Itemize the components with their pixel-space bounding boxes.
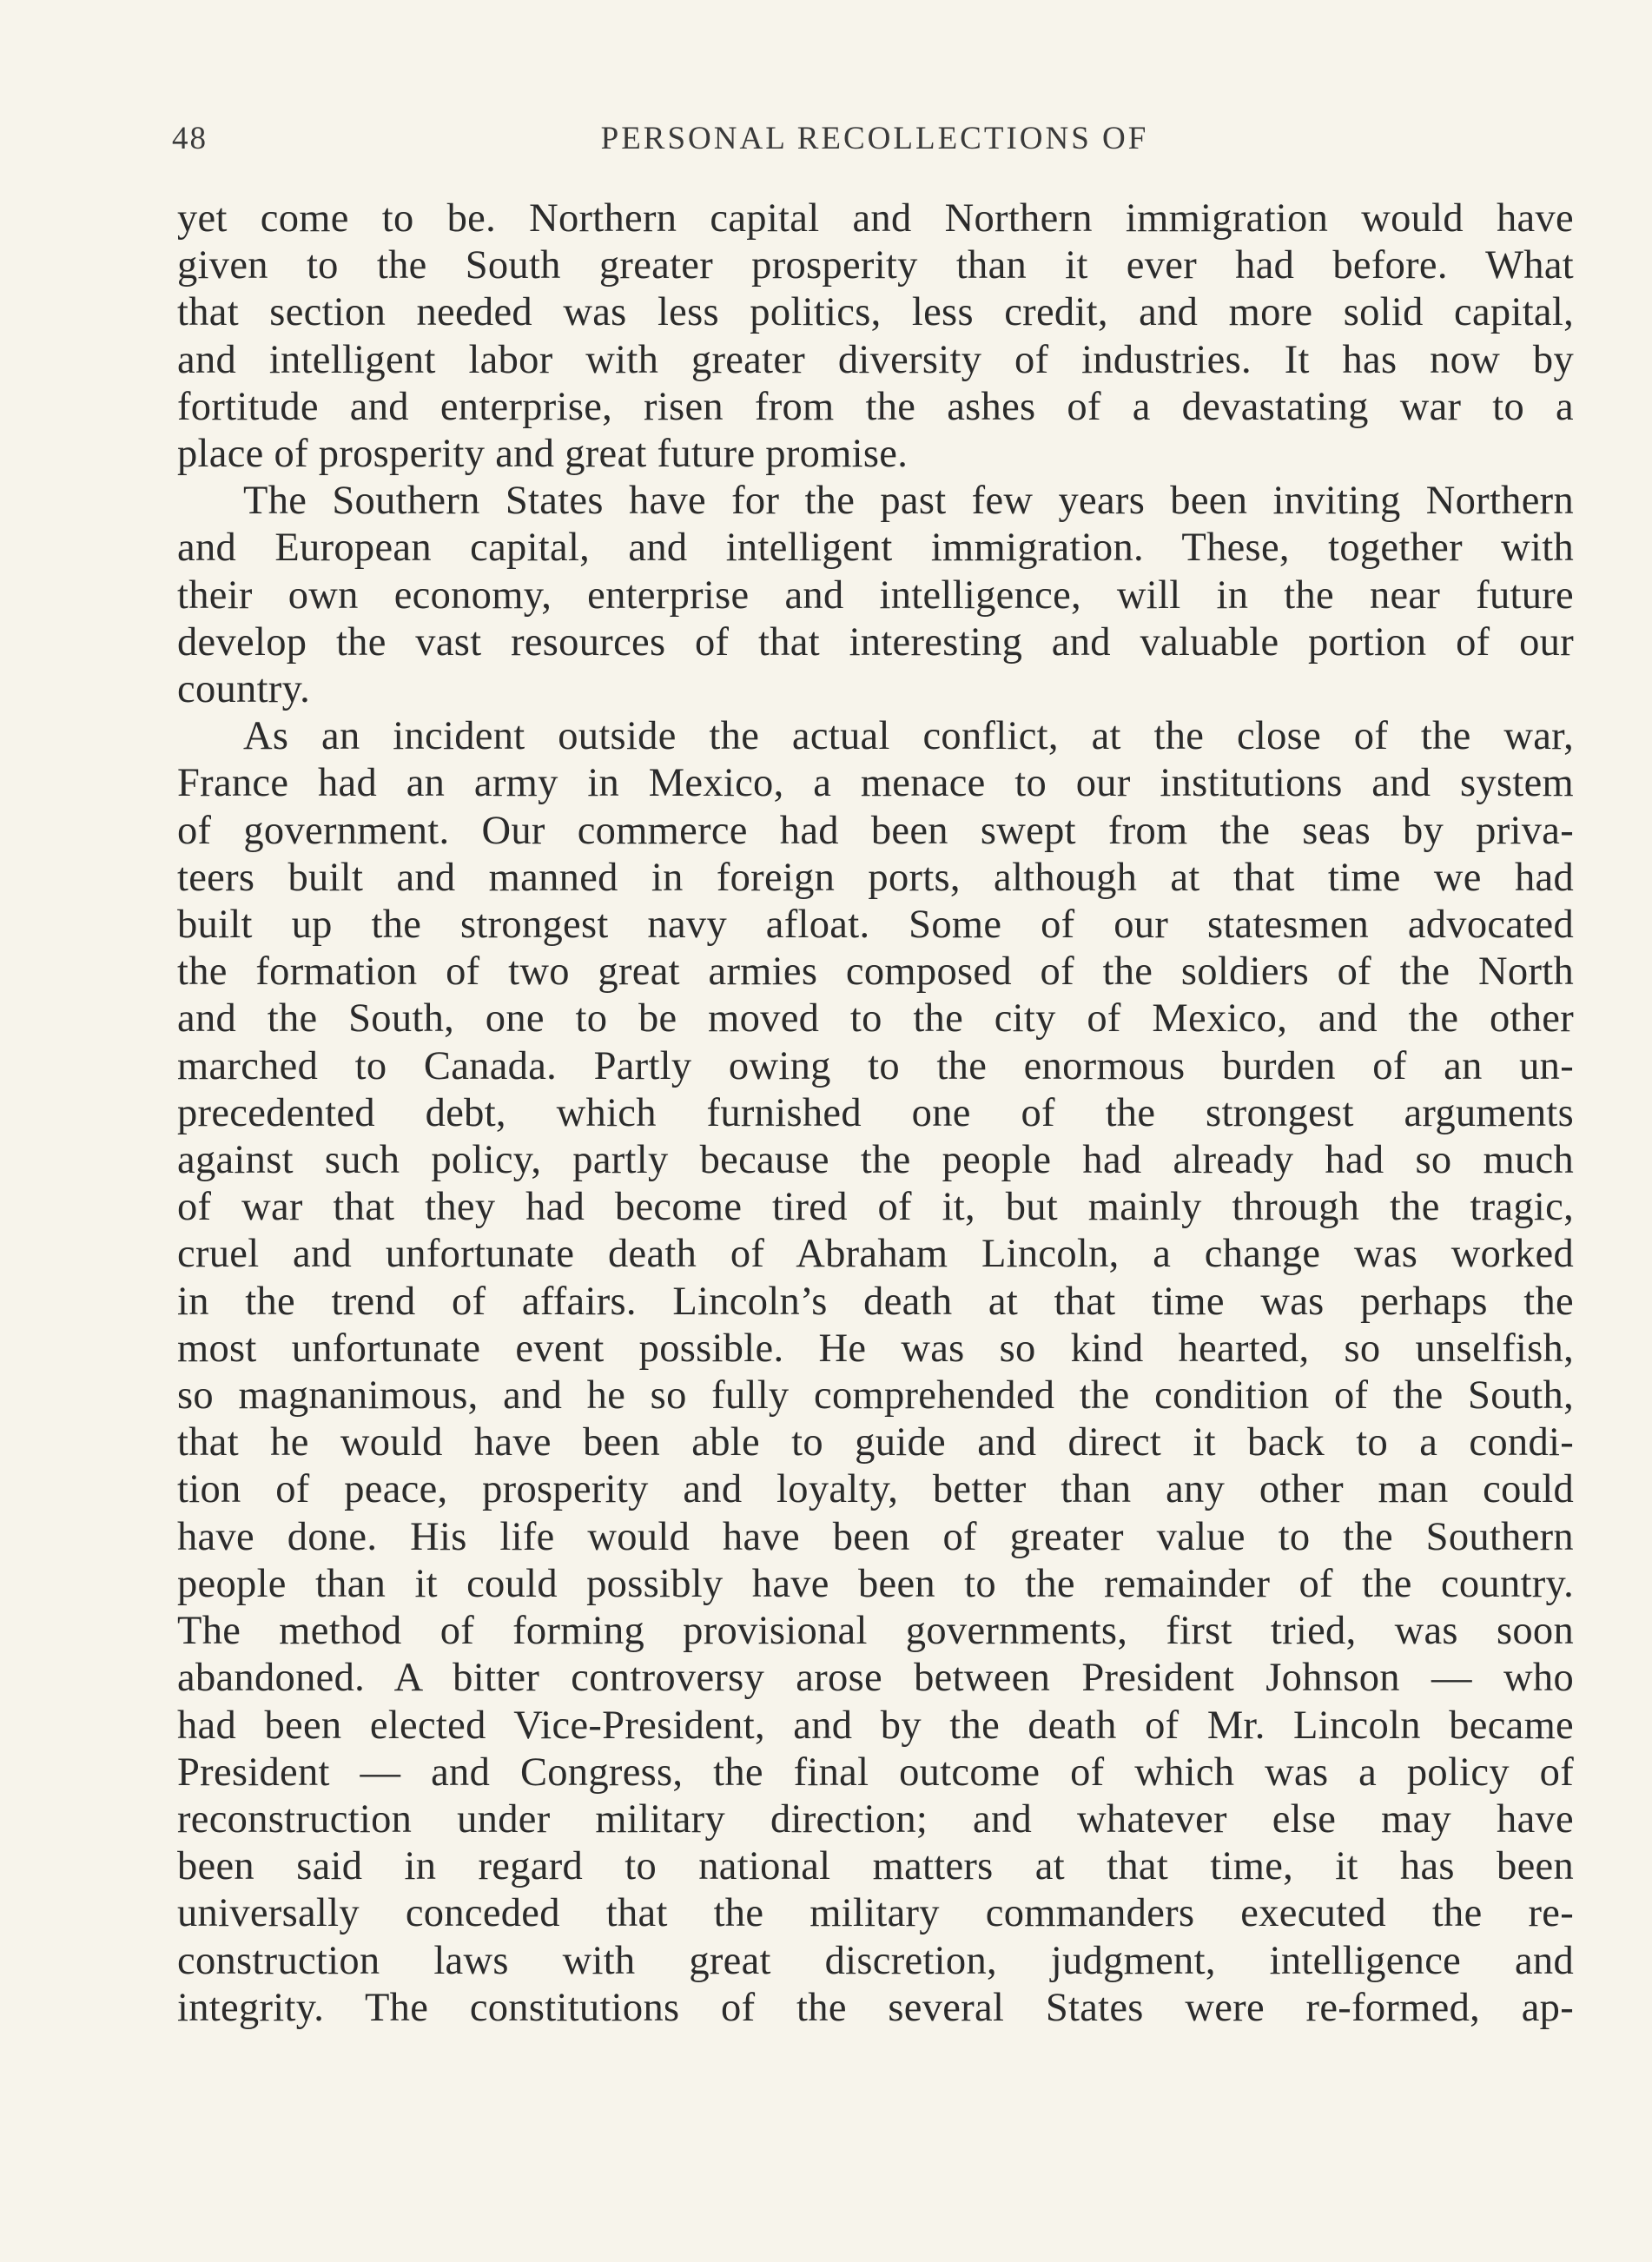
text-line: marched to Canada. Partly owing to the enormous burden of an un- — [177, 1043, 1574, 1088]
text-line: The method of forming provisional governments, first tried, was soon — [177, 1609, 1574, 1654]
text-line: integrity. The constitutions of the several States were re-formed, ap- — [177, 1985, 1574, 2030]
text-line: cruel and unfortunate death of Abraham Lincoln, a change was worked — [177, 1232, 1574, 1277]
page-number: 48 — [172, 121, 208, 156]
page-header — [172, 117, 1577, 161]
text-line: As an incident outside the actual conflict, at the close of the war, — [243, 714, 1574, 759]
text-line: The Southern States have for the past few years been inviting Northern — [243, 479, 1574, 524]
text-line: that he would have been able to guide and direct it back to a condi- — [177, 1420, 1574, 1465]
text-line: President — and Congress, the final outcome of which was a policy of — [177, 1749, 1574, 1795]
text-line: of government. Our commerce had been swept from the seas by priva- — [177, 808, 1574, 853]
text-line: given to the South greater prosperity than it ever had before. What — [177, 243, 1574, 288]
running-head: PERSONAL RECOLLECTIONS OF — [600, 121, 1149, 156]
text-line: develop the vast resources of that interesting and valuable portion of our — [177, 619, 1574, 665]
text-line: against such policy, partly because the people had already had so much — [177, 1138, 1574, 1183]
text-line: France had an army in Mexico, a menace to our institutions and system — [177, 761, 1574, 806]
text-line: so magnanimous, and he so fully comprehended the condition of the South, — [177, 1373, 1574, 1419]
text-line: their own economy, enterprise and intelligence, will in the near future — [177, 572, 1574, 618]
text-line: people than it could possibly have been to the remainder of the country. — [177, 1561, 1574, 1606]
text-line: the formation of two great armies composed of the soldiers of the North — [177, 949, 1574, 995]
text-line: and the South, one to be moved to the city of Mexico, and the other — [177, 996, 1574, 1042]
text-line: had been elected Vice-President, and by the death of Mr. Lincoln became — [177, 1703, 1574, 1748]
text-line: reconstruction under military direction; and whatever else may have — [177, 1796, 1574, 1842]
text-line: built up the strongest navy afloat. Some of our statesmen advocated — [177, 903, 1574, 948]
text-line: universally conceded that the military commanders executed the re- — [177, 1891, 1574, 1936]
text-line: been said in regard to national matters at that time, it has been — [177, 1844, 1574, 1889]
text-line: that section needed was less politics, less credit, and more solid capital, — [177, 290, 1574, 335]
text-line: tion of peace, prosperity and loyalty, better than any other man could — [177, 1467, 1574, 1512]
text-line: construction laws with great discretion, judgment, intelligence and — [177, 1938, 1574, 1983]
text-line: abandoned. A bitter controversy arose between President Johnson — who — [177, 1656, 1574, 1701]
text-line: have done. His life would have been of greater value to the Southern — [177, 1514, 1574, 1559]
text-line: fortitude and enterprise, risen from the ashes of a devastating war to a — [177, 384, 1574, 429]
text-line: country. — [177, 667, 311, 712]
text-line: yet come to be. Northern capital and Northern immigration would have — [177, 196, 1574, 241]
text-line: and European capital, and intelligent immigration. These, together with — [177, 526, 1574, 571]
text-line: in the trend of affairs. Lincoln’s death at that time was perhaps the — [177, 1279, 1574, 1324]
body-text — [177, 195, 1574, 2032]
text-line: teers built and manned in foreign ports, although at that time we had — [177, 855, 1574, 900]
text-line: and intelligent labor with greater diversity of industries. It has now by — [177, 337, 1574, 382]
text-line: precedented debt, which furnished one of the strongest arguments — [177, 1090, 1574, 1135]
text-line: most unfortunate event possible. He was so kind hearted, so unselfish, — [177, 1326, 1574, 1371]
text-line: of war that they had become tired of it, but mainly through the tragic, — [177, 1185, 1574, 1230]
text-line: place of prosperity and great future promise. — [177, 432, 909, 477]
